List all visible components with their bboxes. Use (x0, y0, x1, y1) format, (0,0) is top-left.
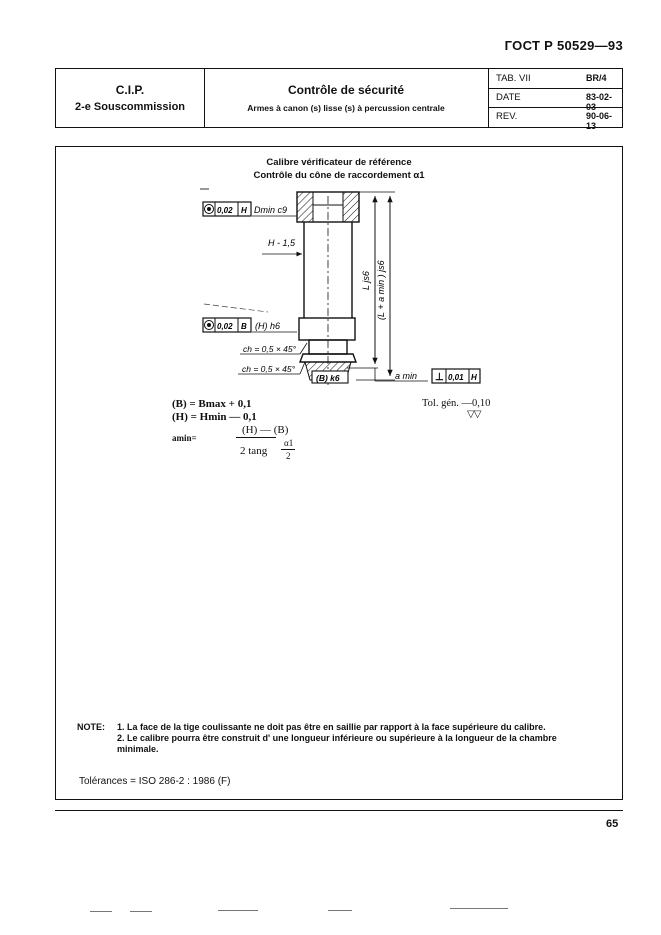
svg-text:B: B (241, 322, 247, 331)
subcommission: 2-e Souscommission (74, 101, 186, 113)
formula-b: (B) = Bmax + 0,1 (172, 398, 252, 410)
svg-text:0,01: 0,01 (448, 373, 464, 382)
gauge-collar-h (299, 318, 355, 340)
dim-l-js6: L js6 (361, 271, 371, 290)
doc-title: Contrôle de sécurité (287, 83, 405, 97)
formula-h: (H) = Hmin — 0,1 (172, 411, 257, 423)
svg-text:H: H (471, 373, 477, 382)
note-1: 1. La face de la tige coulissante ne doit pas être en saillie par rapport à la face supérieure du calibre. (117, 722, 546, 732)
notes-label: NOTE: (77, 722, 105, 732)
doc-subtitle: Armes à canon (s) lisse (s) à percussion centrale (247, 103, 445, 113)
rev-label: REV. (496, 111, 518, 122)
svg-text:H: H (241, 206, 247, 215)
fcf-perpendicularity (432, 369, 480, 383)
dim-h-1-5: H - 1,5 (268, 238, 296, 248)
svg-text:0,02: 0,02 (217, 206, 233, 215)
fraction-bar (236, 437, 276, 438)
svg-text:0,02: 0,02 (217, 322, 233, 331)
drawing-caption-2: Contrôle du cône de raccordement α1 (253, 170, 425, 181)
formula-amin-denominator: 2 tang (240, 445, 268, 457)
fcf-concentricity-mid (203, 318, 251, 332)
dim-l-amin-js6: (L + a min ) js6 (376, 260, 386, 320)
date-label: DATE (496, 92, 521, 103)
date-value: 83-02-03 (586, 92, 613, 112)
dim-amin: a min (395, 371, 418, 381)
formula-two: 2 (286, 451, 291, 461)
standard-reference: ГОСТ Р 50529—93 (504, 38, 623, 53)
general-tolerance: Tol. gén. —0,10 (422, 398, 491, 409)
formula-amin-label: amin= (172, 433, 197, 443)
note-2: 2. Le calibre pourra être construit d' une longueur inférieure ou supérieure à la longueur de la chambre minimale. (117, 733, 557, 754)
dim-h-h6: (H) h6 (255, 321, 281, 331)
chamfer-lower: ch = 0,5 × 45° (242, 364, 296, 374)
tolerances-ref: Tolérances = ISO 286-2 : 1986 (F) (79, 776, 231, 787)
tolerance-marks: ▽▽ (467, 409, 481, 420)
fcf-concentricity-top (203, 202, 251, 216)
bottom-rule (55, 810, 623, 811)
gauge-shaft (304, 196, 352, 386)
chamfer-upper: ch = 0,5 × 45° (243, 344, 297, 354)
drawing-caption-1: Calibre vérificateur de référence (266, 157, 412, 168)
fraction-bar-small (281, 449, 295, 450)
formula-alpha: α1 (284, 438, 294, 448)
tab-value: BR/4 (586, 73, 607, 83)
rev-value: 90-06-13 (586, 111, 613, 131)
org-name: C.I.P. (115, 83, 145, 97)
tab-label: TAB. VII (496, 73, 531, 84)
formula-amin-numerator: (H) — (B) (242, 424, 289, 436)
dim-dmin: Dmin c9 (254, 205, 288, 215)
perp-symbol: ⊥ (435, 372, 444, 383)
dim-b-k6: (B) k6 (316, 373, 340, 383)
page-number: 65 (606, 818, 619, 830)
